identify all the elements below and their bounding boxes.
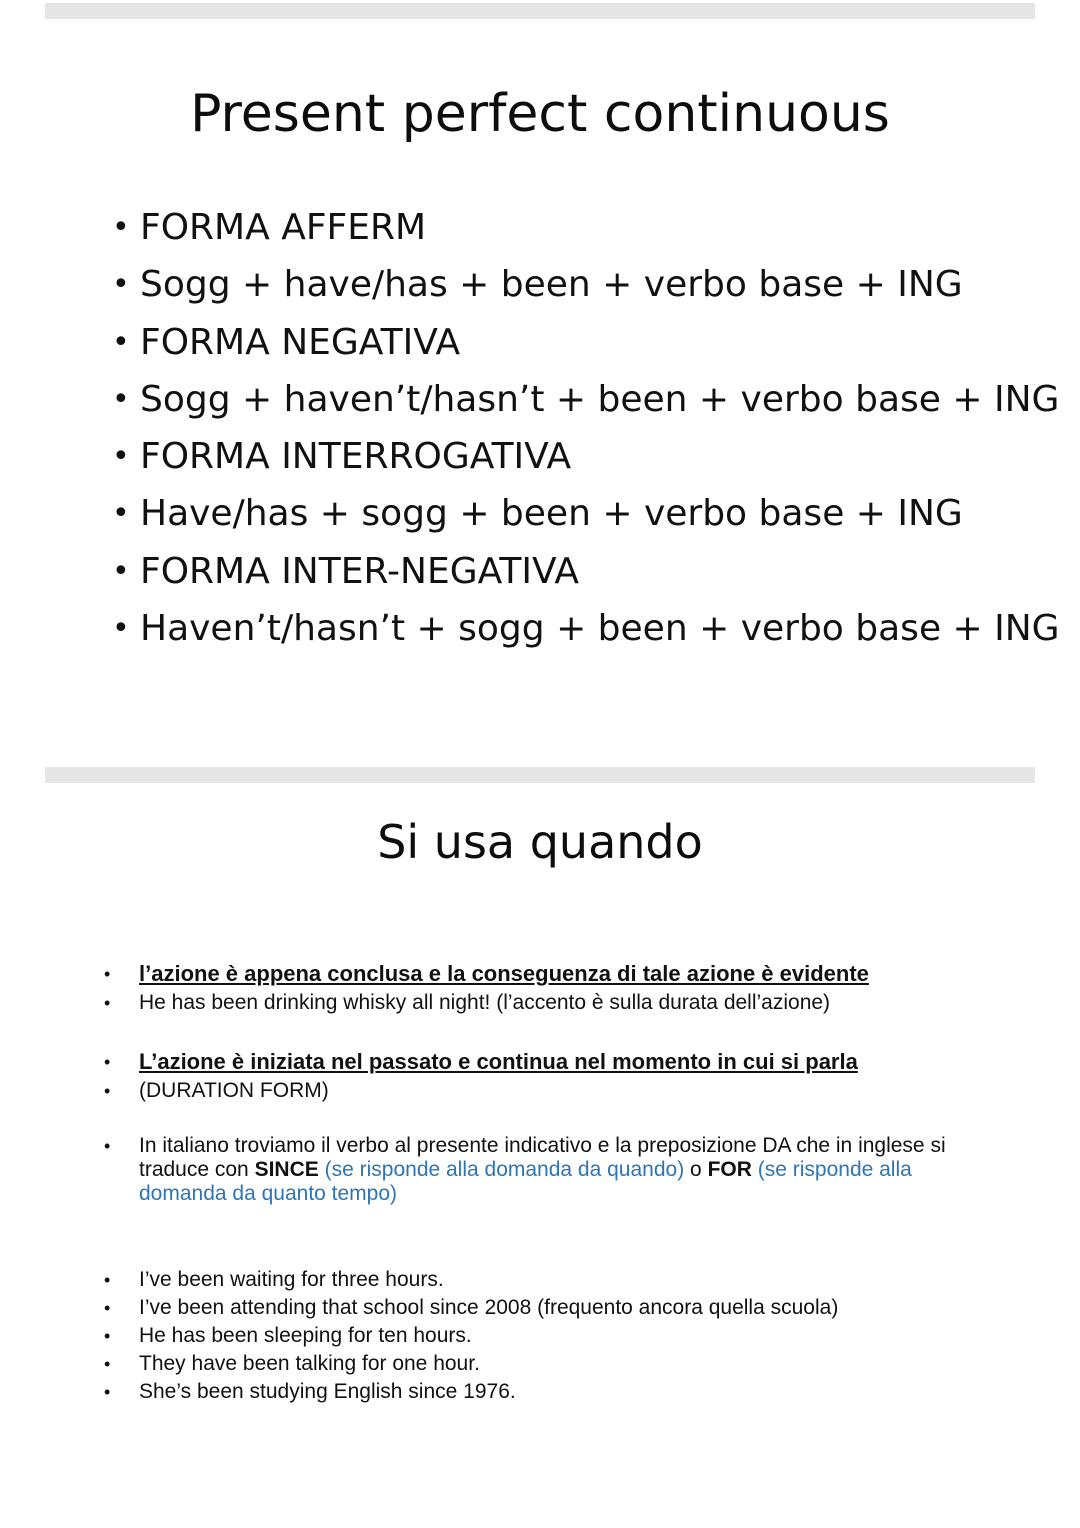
bullet-icon: • (112, 210, 130, 245)
since-keyword: SINCE (254, 1158, 319, 1181)
usage-note: (DURATION FORM) (139, 1079, 329, 1102)
bullet-icon: • (104, 964, 111, 984)
bullet-icon: • (112, 496, 130, 532)
bullet-icon: • (104, 1354, 111, 1374)
list-item (104, 1266, 1004, 1294)
example-sentence: I’ve been waiting for three hours. (139, 1268, 444, 1291)
example-sentence: They have been talking for one hour. (139, 1352, 480, 1375)
bullet-icon: • (104, 1136, 111, 1156)
list-item (104, 1048, 1004, 1077)
form-label: FORMA AFFERM (140, 207, 427, 248)
explanation-text: In italiano troviamo il verbo al presente indicativo e la preposizione DA che in inglese si traduce con (139, 1134, 946, 1181)
form-label: FORMA INTER-NEGATIVA (140, 550, 579, 592)
list-item (104, 1350, 1004, 1378)
bullet-icon: • (104, 1052, 111, 1072)
slide1-title: Present perfect continuous (190, 84, 890, 144)
form-label: FORMA INTERROGATIVA (140, 436, 572, 478)
list-item (104, 1294, 1004, 1322)
list-item (104, 314, 1064, 371)
bullet-icon: • (104, 1326, 111, 1346)
bullet-icon: • (112, 439, 130, 475)
list-item (104, 960, 1004, 989)
slide2-title: Si usa quando (377, 815, 703, 869)
form-rule: Haven’t/hasn’t + sogg + been + verbo base + ING (140, 608, 1060, 650)
explanation-block (104, 1134, 1004, 1206)
list-item (104, 1378, 1004, 1406)
bullet-icon: • (112, 324, 130, 360)
slide-separator-top (45, 3, 1035, 19)
form-rule: Have/has + sogg + been + verbo base + ING (140, 493, 963, 535)
list-item (104, 543, 1064, 600)
bullet-icon: • (104, 1081, 111, 1101)
since-note: (se risponde alla domanda da quando) (324, 1158, 685, 1181)
for-keyword: FOR (707, 1158, 752, 1181)
list-item (104, 1322, 1004, 1350)
list-item (104, 485, 1064, 542)
bullet-icon: • (104, 1382, 111, 1402)
list-item (104, 989, 1004, 1017)
bullet-icon: • (104, 993, 111, 1013)
list-item (104, 428, 1064, 485)
form-rule: Sogg + haven’t/hasn’t + been + verbo base + ING (140, 378, 1060, 420)
list-item (104, 371, 1064, 428)
slide-separator-middle (45, 767, 1035, 783)
usage-case-1 (104, 960, 1004, 1017)
example-sentence: He has been sleeping for ten hours. (139, 1324, 472, 1347)
usage-example: He has been drinking whisky all night! (l’accento è sulla durata dell’azione) (139, 991, 831, 1014)
form-rule: Sogg + have/has + been + verbo base + ING (140, 264, 963, 306)
usage-heading: l’azione è appena conclusa e la conseguenza di tale azione è evidente (139, 961, 869, 986)
bullet-icon: • (104, 1298, 111, 1318)
for-note: (se risponde alla domanda da quanto tempo) (139, 1158, 912, 1205)
bullet-icon: • (112, 381, 130, 417)
list-item (104, 199, 1064, 256)
list-item (104, 256, 1064, 313)
forms-list (104, 199, 1064, 657)
bullet-icon: • (112, 267, 130, 303)
list-item (104, 1077, 1004, 1105)
bullet-icon: • (112, 553, 130, 589)
example-sentence: She’s been studying English since 1976. (139, 1380, 516, 1403)
form-label: FORMA NEGATIVA (140, 321, 461, 363)
example-sentence: I’ve been attending that school since 2008 (frequento ancora quella scuola) (139, 1296, 839, 1319)
list-item (104, 1134, 999, 1206)
usage-heading: L’azione è iniziata nel passato e continua nel momento in cui si parla (139, 1049, 858, 1074)
connector-text: o (684, 1158, 708, 1181)
list-item (104, 600, 1064, 657)
bullet-icon: • (104, 1270, 111, 1290)
examples-list (104, 1266, 1004, 1406)
usage-case-2 (104, 1048, 1004, 1105)
bullet-icon: • (112, 611, 130, 647)
